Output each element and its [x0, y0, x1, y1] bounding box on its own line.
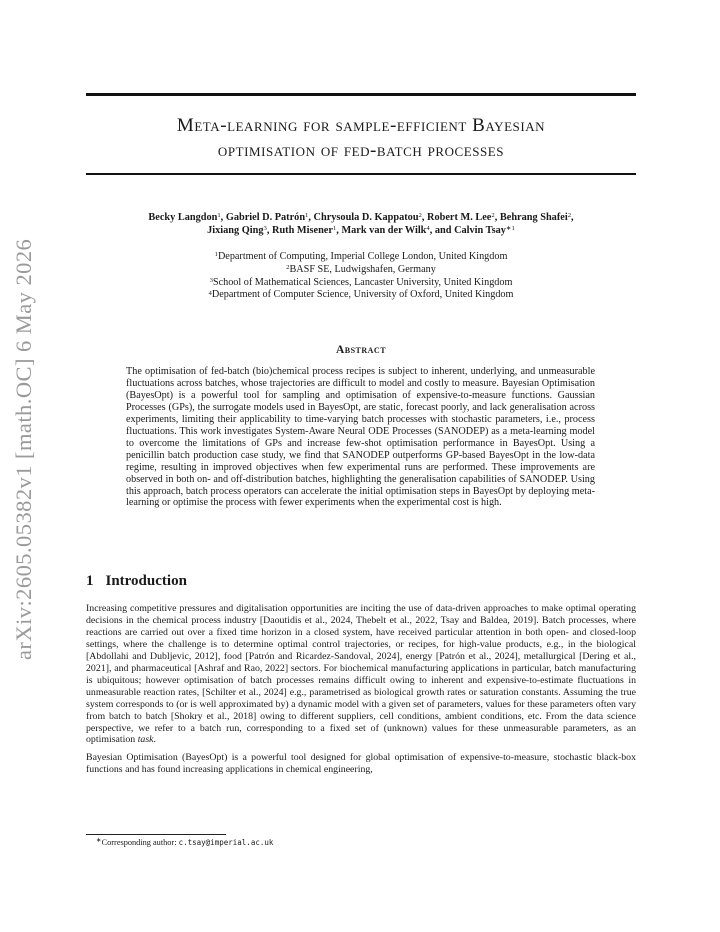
section-heading	[86, 571, 636, 591]
emphasis-task: task	[137, 734, 154, 746]
author: Gabriel D. Patrón$^1$,	[225, 212, 314, 223]
section-number: 1	[86, 573, 94, 589]
paper-title	[86, 113, 636, 163]
section-title: Introduction	[105, 573, 187, 589]
affiliation: $^3$School of Mathematical Sciences, Lancaster University, United Kingdom	[209, 276, 513, 288]
author: Chrysoula D. Kappatou$^2$,	[313, 212, 428, 223]
affiliation: $^2$BASF SE, Ludwigshafen, Germany	[286, 263, 436, 275]
footnote-rule	[86, 834, 226, 835]
abstract-text: The optimisation of fed-batch (bio)chemical process recipes is subject to inherent, underlying, and unmeasurable fluctuations across batches, whose trajectories are difficult to model and costly to measure. Bayesian Optimisation (BayesOpt) is a powerful tool for sampling and optimisation of expensive-to-measure functions. Gaussian Processes (GPs), the surrogate models used in BayesOpt, are static, forecast poorly, and lack generalisation across experiments, limiting their applicability to time-varying batch processes with stochastic parameters, i.e., process fluctuations. This work investigates System-Aware Neural ODE Processes (SANODEP) as a meta-learning model to overcome the limitations of GPs and increase few-shot optimisation performance in BayesOpt. Using a penicillin batch production case study, we find that SANODEP outperforms GP-based BayesOpt in the low-data regime, resulting in improved objectives when few experimental runs are performed. These improvements are observed in both on- and off-distribution batches, highlighting the generalisation capabilities of SANODEP. Using this approach, batch process operators can accelerate the initial optimisation steps in BayesOpt by deploying meta-learning or optimise the process with fewer experiments when the experimental cost is high.	[126, 366, 595, 509]
author: Mark van der Wilk$^4$,	[341, 225, 435, 236]
affiliation: $^4$Department of Computer Science, University of Oxford, United Kingdom	[208, 289, 514, 301]
affiliations	[86, 251, 636, 302]
author: Ruth Misener$^1$,	[272, 225, 342, 236]
paragraph: Increasing competitive pressures and digitalisation opportunities are inciting the use of data-driven approaches to make optimal operating decisions in the chemical process industry [Daoutidis et al., 2024, Thebelt et al., 2022, Tsay and Baldea, 2019]. Batch processes, where reactions are carried out over a fixed time horizon in a closed system, have received particular attention in both open- and closed-loop settings, where the challenge is to determine optimal control trajectories, or recipes, for high-value products, e.g., in the biological [Abdollahi and Dubljevic, 2012], food [Patrón and Ricardez-Sandoval, 2024], energy [Patrón et al., 2024], metallurgical [Dering et al., 2021], and pharmaceutical [Ashraf and Rao, 2022] sectors. For biochemical manufacturing applications in particular, batch manufacturing is ubiquitous; however optimisation of batch processes remains difficult owing to inherent and expensive-to-estimate fluctuations in unmeasurable reaction rates, [Schilter et al., 2024] e.g., parametrised as biological growth rates or saturation constants. Assuming the true system corresponds to (or is well approximated by) a dynamic model with a given set of parameters, values for these parameters often vary from batch to batch [Shokry et al., 2018] owing to different suppliers, cell conditions, ambient conditions, etc. From the data science perspective, we refer to a batch run, corresponding to a fixed set of (unknown) values for these unmeasurable parameters, as an optimisation task.	[86, 603, 636, 746]
introduction-body	[86, 603, 636, 782]
author: Becky Langdon$^1$,	[148, 212, 226, 223]
title-line-2: optimisation of fed-batch processes	[217, 140, 505, 161]
title-rule-top	[86, 93, 636, 96]
author: Jixiang Qing$^3$,	[207, 225, 273, 236]
author: Behrang Shafei$^2$,	[499, 212, 574, 223]
arxiv-watermark: arXiv:2605.05382v1 [math.OC] 6 May 2026	[11, 238, 36, 660]
title-line-1: Meta-learning for sample-efficient Bayesian	[176, 115, 546, 136]
email-link[interactable]: c.tsay@imperial.ac.uk	[178, 838, 274, 847]
footnote: ∗Corresponding author: c.tsay@imperial.ac.uk	[96, 837, 274, 847]
title-rule-bottom	[86, 173, 636, 175]
abstract-heading: Abstract	[335, 344, 387, 356]
author-list	[86, 211, 636, 237]
author: Robert M. Lee$^2$,	[427, 212, 500, 223]
affiliation: $^1$Department of Computing, Imperial College London, United Kingdom	[214, 251, 508, 262]
author: and Calvin Tsay$^{∗1}$	[434, 225, 515, 236]
paragraph: Bayesian Optimisation (BayesOpt) is a powerful tool designed for global optimisation of expensive-to-measure, stochastic black-box functions and has found increasing applications in chemical engineering,	[86, 752, 636, 776]
